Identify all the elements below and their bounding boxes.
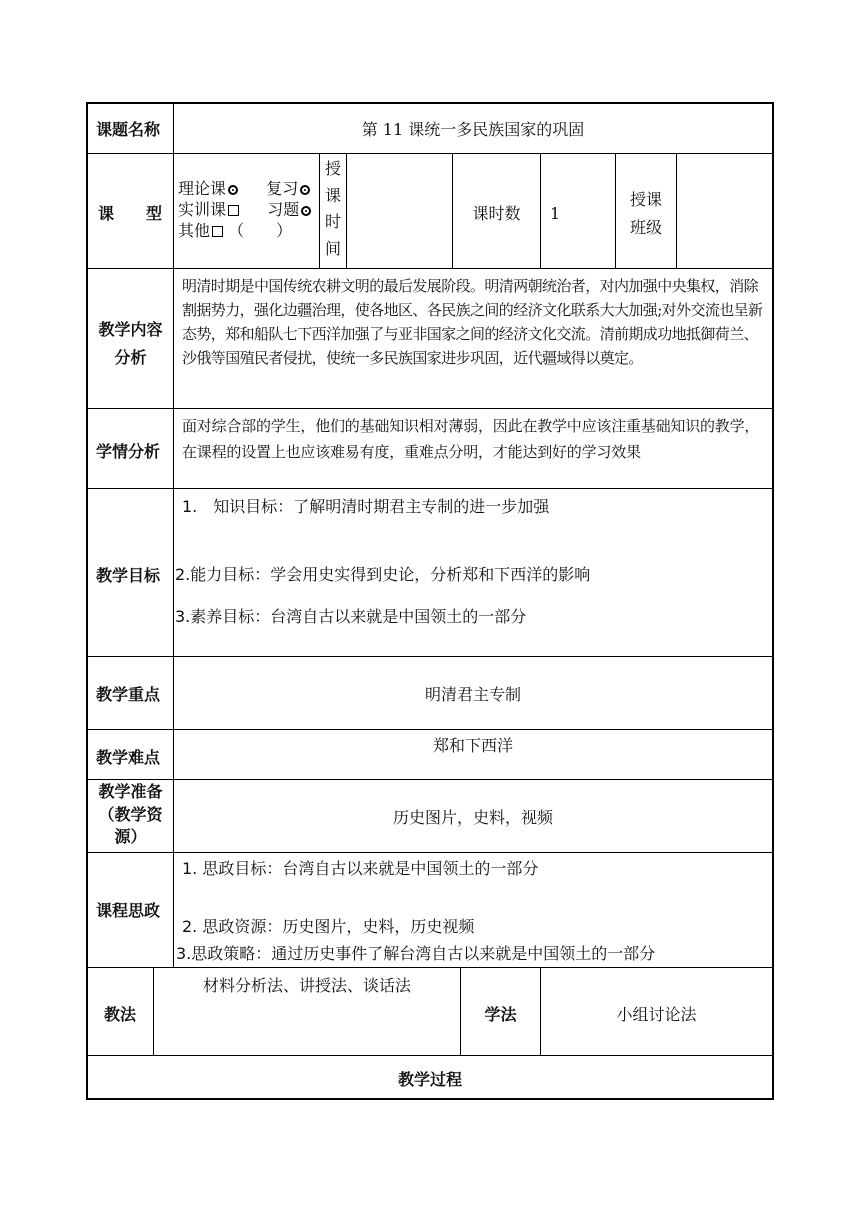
goal-item: 1. 知识目标：了解明清时期君主专制的进一步加强 [182,497,550,516]
option-theory-label: 理论课 [178,179,227,198]
column-divider [676,153,677,268]
table-border-bottom [86,1098,774,1100]
preparation-label [88,781,173,849]
row-divider [86,852,774,853]
teaching-process-heading: 教学过程 [397,1070,462,1089]
radio-icon[interactable] [228,185,238,195]
ideology-label: 课程思政 [96,901,161,920]
table-border-left [86,102,88,1100]
ideology-item: 1. 思政目标：台湾自古以来就是中国领土的一部分 [182,859,539,878]
option-other-label: 其他 [178,221,211,240]
learning-method-value: 小组讨论法 [616,1005,697,1024]
course-type-line [178,220,311,241]
difficulty-label: 教学难点 [96,748,161,767]
row-divider [86,967,774,968]
learner-analysis-label: 学情分析 [96,442,161,461]
title-label: 课题名称 [96,120,161,139]
row-divider [86,153,774,154]
goals-label: 教学目标 [96,566,161,585]
column-divider [540,153,541,268]
content-analysis-label-line: 分析 [114,348,147,367]
class-label-line: 授课 [629,190,662,209]
course-type-options [178,178,311,241]
table-border-right [772,102,774,1100]
learner-analysis-text: 面对综合部的学生，他们的基础知识相对薄弱，因此在教学中应该注重基础知识的教学，在课程的设置上也应该难易有度，重难点分明，才能达到好的学习效果 [182,417,760,461]
teaching-method-value: 材料分析法、讲授法、谈话法 [202,976,411,995]
option-other-blank: （ ） [228,221,293,240]
table-border-top [86,102,774,104]
row-divider [86,488,774,489]
difficulty-value: 郑和下西洋 [432,736,513,755]
teach-time-char: 课 [324,185,341,205]
teaching-method-label: 教法 [104,1005,137,1024]
content-analysis-label [88,316,173,372]
key-point-value: 明清君主专制 [424,685,521,704]
learning-method-label: 学法 [484,1005,517,1024]
class-label [616,186,676,242]
teach-time-char: 时 [324,212,341,231]
checkbox-icon[interactable] [212,226,223,237]
row-divider [86,268,774,269]
option-practice-label: 实训课 [178,200,227,219]
content-analysis-text: 明清时期是中国传统农耕文明的最后发展阶段。明清两朝统治者，对内加强中央集权，消除割据势力，强化边疆治理，使各地区、各民族之间的经济文化联系大大加强;对外交流也呈新态势，郑和船队七下西洋加强了与亚非国家之间的经济文化交流。清前期成功地抵御荷兰、沙俄等国殖民者侵扰，使统一多民族国家进步巩固，近代疆域得以奠定。 [182,277,763,367]
row-divider [86,656,774,657]
teach-time-char: 间 [324,238,341,258]
preparation-label-line: 教学准备 [98,782,163,801]
checkbox-icon[interactable] [228,205,239,216]
course-type-line [178,199,311,220]
content-analysis-label-line: 教学内容 [98,320,163,339]
option-exercise-label: 习题 [267,200,300,219]
preparation-label-line: 源） [114,827,147,846]
radio-icon[interactable] [300,185,310,195]
row-divider [86,408,774,409]
preparation-label-line: （教学资 [98,804,163,824]
preparation-value: 历史图片，史料，视频 [392,808,553,827]
goal-item: 2.能力目标：学会用史实得到史论，分析郑和下西洋的影响 [175,565,591,584]
teach-time-label [320,156,346,262]
hours-label: 课时数 [472,204,521,223]
key-point-label: 教学重点 [96,685,161,704]
course-type-line [178,178,311,199]
course-type-label: 课 型 [98,204,163,223]
class-label-line: 班级 [629,218,662,237]
teach-time-char: 授 [324,159,341,178]
row-divider [86,779,774,780]
row-divider [86,729,774,730]
ideology-item: 2. 思政资源：历史图片，史料，历史视频 [182,917,475,936]
column-divider [346,153,347,268]
row-divider [86,1055,774,1056]
goal-item: 3.素养目标：台湾自古以来就是中国领土的一部分 [175,607,527,626]
hours-value: 1 [550,204,561,223]
ideology-item: 3.思政策略：通过历史事件了解台湾自古以来就是中国领土的一部分 [176,944,656,963]
lesson-title: 第 11 课统一多民族国家的巩固 [361,120,585,139]
column-divider [173,102,174,968]
option-review-label: 复习 [266,179,299,198]
radio-icon[interactable] [301,206,311,216]
